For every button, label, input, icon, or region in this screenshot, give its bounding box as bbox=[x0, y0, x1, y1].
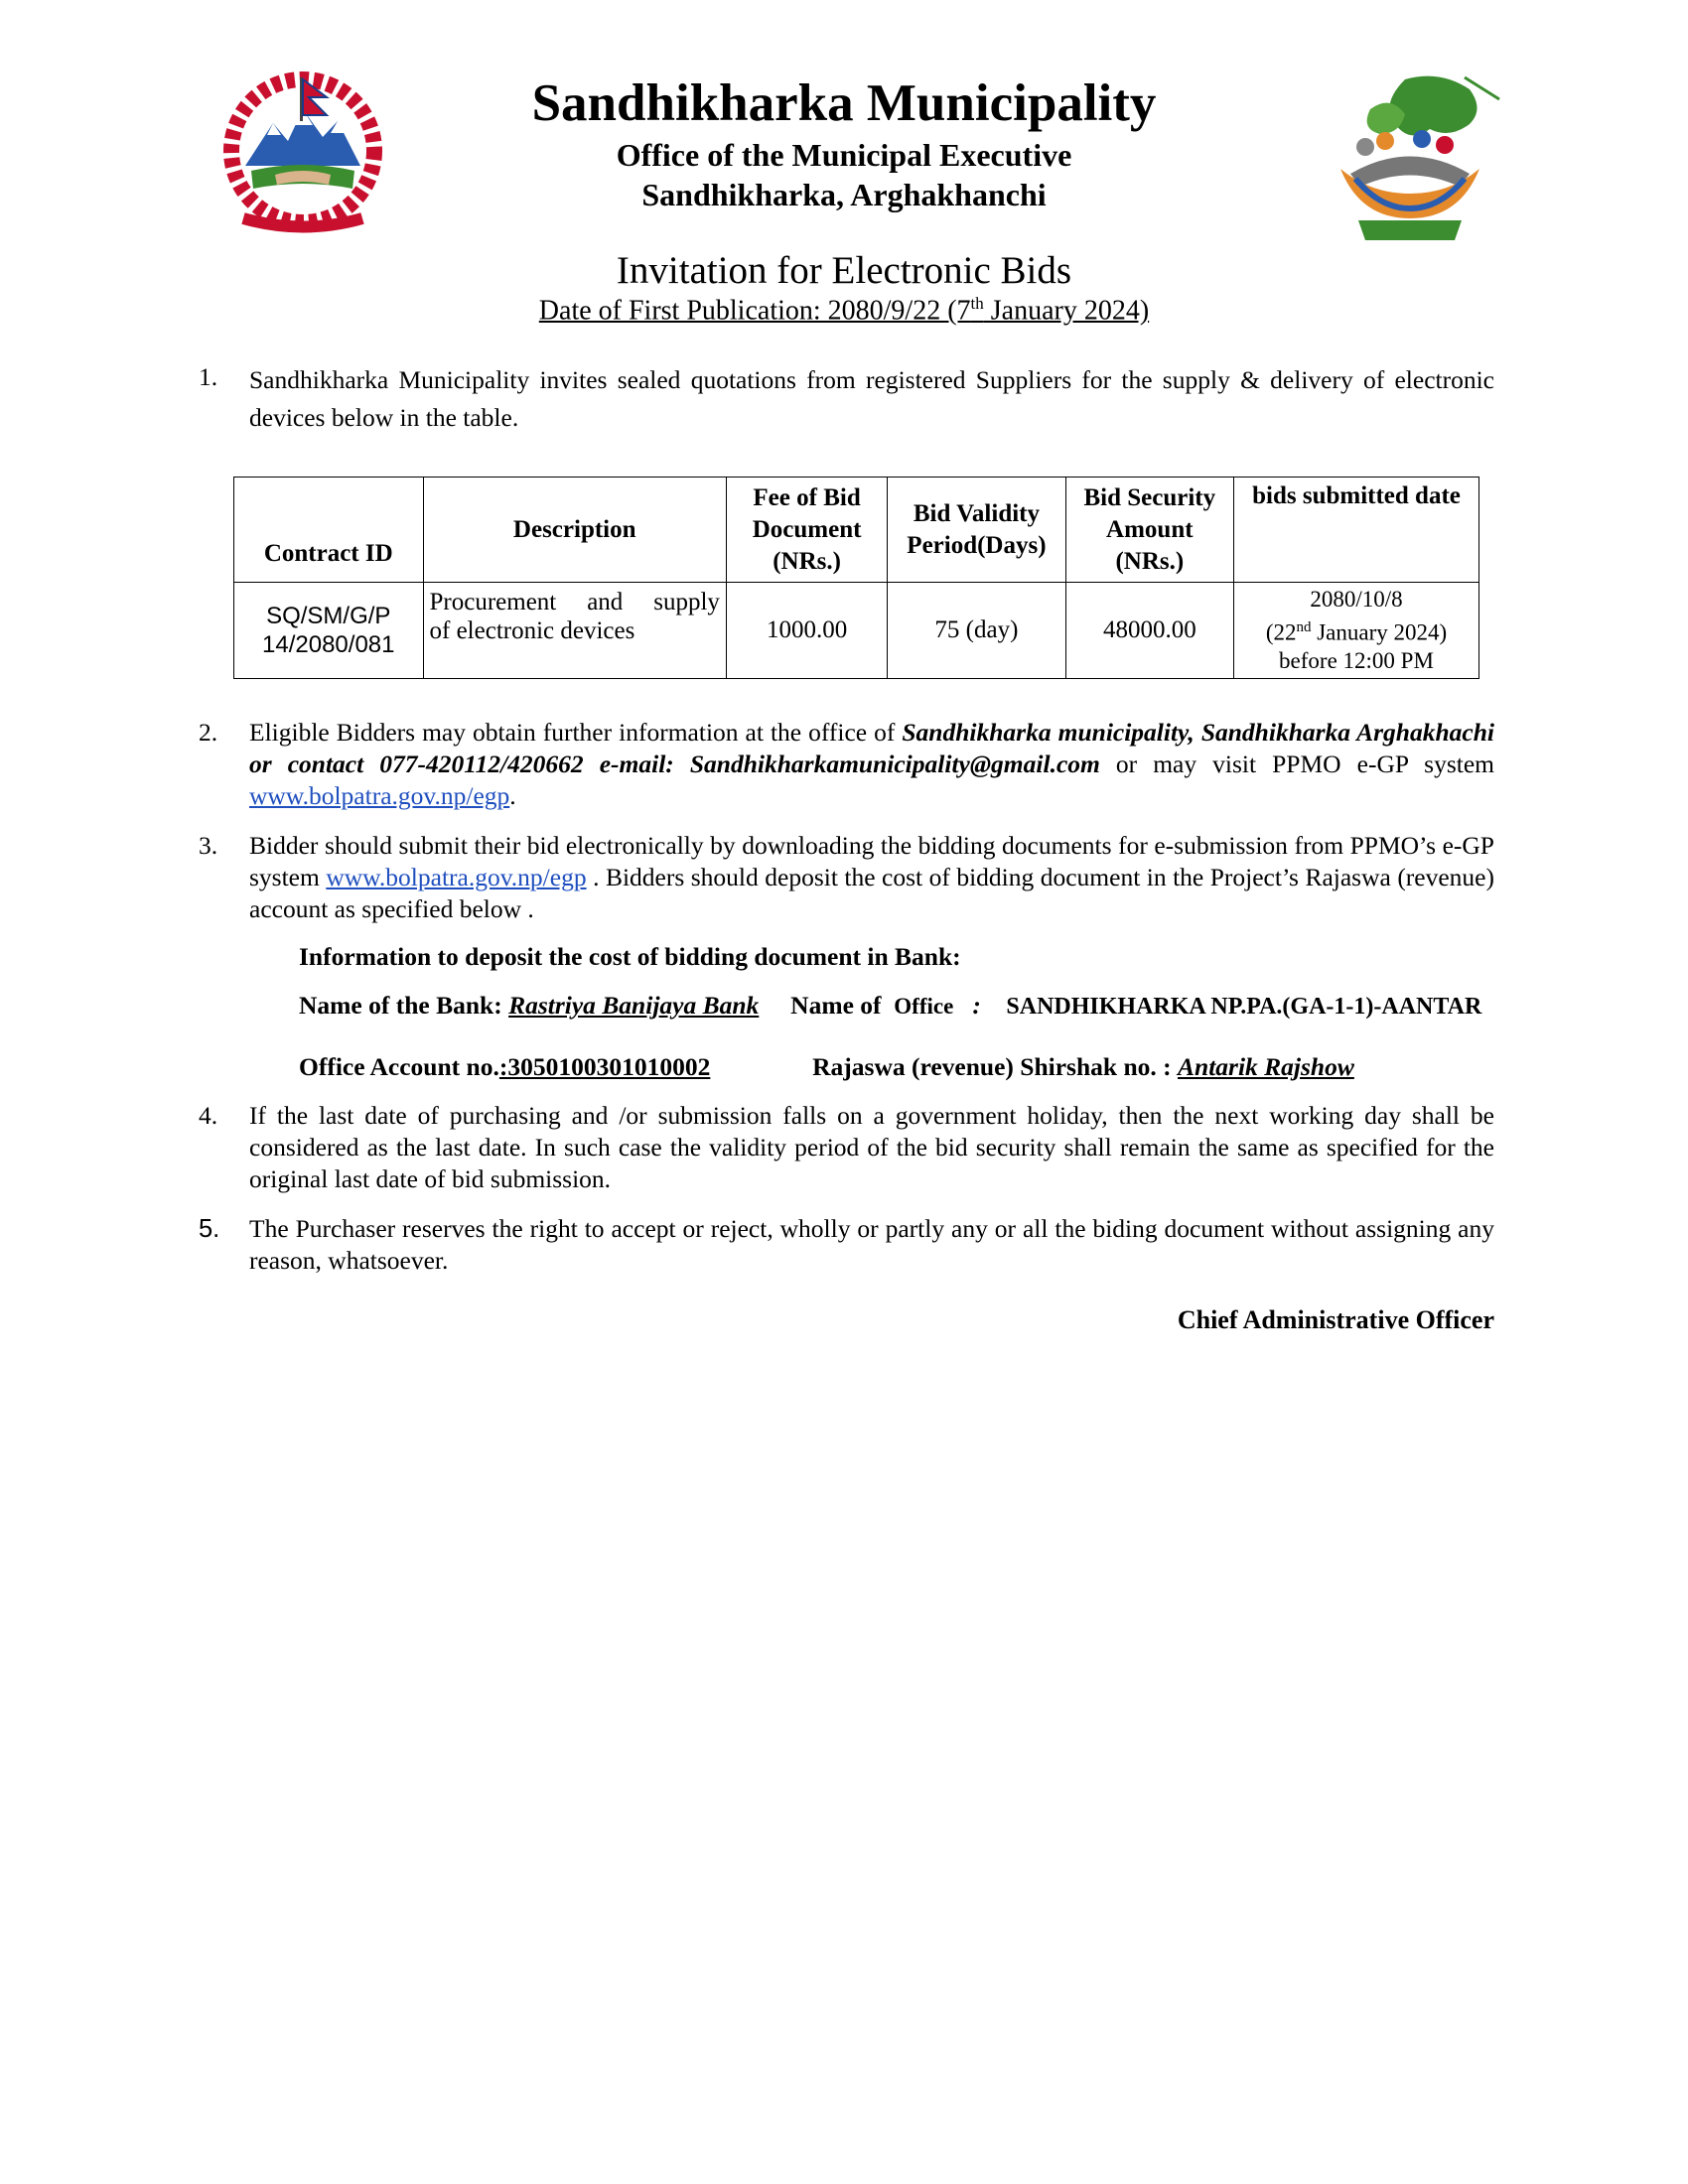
bank-name-line: Name of the Bank: Rastriya Banijaya Bank Name of Office : SANDHIKHARKA NP.PA.(GA-1-1)-AANTAR bbox=[299, 991, 1482, 1020]
clause-3 bbox=[199, 830, 1494, 925]
bank-name: Rastriya Banijaya Bank bbox=[508, 991, 760, 1020]
clause-text: Eligible Bidders may obtain further information at the office of Sandhikharka municipality, Sandhikharka Arghakhachi or contact 077-420112/420662 e-mail: Sandhikharkamunicipality@gmail.com or may visit PPMO e-GP system www.bolpatra.gov.np/egp. bbox=[249, 718, 1495, 810]
egp-link[interactable]: www.bolpatra.gov.np/egp bbox=[249, 781, 510, 810]
clause-1 bbox=[199, 361, 1494, 437]
signatory-title: Chief Administrative Officer bbox=[1177, 1305, 1494, 1334]
contract-id-cell: SQ/SM/G/P 14/2080/081 bbox=[234, 583, 424, 679]
column-header: Description bbox=[423, 478, 726, 583]
office-subtitle: Office of the Municipal Executive bbox=[616, 137, 1072, 173]
notice-title: Invitation for Electronic Bids bbox=[616, 249, 1072, 292]
publication-date: Date of First Publication: 2080/9/22 (7th January 2024) bbox=[538, 294, 1150, 327]
clause-text: Bidder should submit their bid electronically by downloading the bidding documents for e-submission from PPMO’s e-GP system www.bolpatra.gov.np/egp . Bidders should deposit the cost of bidding document in the Project’s Rajaswa (revenue) account as specified below . bbox=[249, 831, 1494, 923]
column-header: Bid Validity Period(Days) bbox=[888, 478, 1065, 583]
shirshak-number: Antarik Rajshow bbox=[1178, 1052, 1354, 1081]
clause-text: The Purchaser reserves the right to accept or reject, wholly or partly any or all the biding document without assigning any reason, whatsoever. bbox=[249, 1214, 1494, 1275]
column-header: Bid Security Amount (NRs.) bbox=[1065, 478, 1233, 583]
clause-5 bbox=[199, 1213, 1494, 1277]
contact-details: Sandhikharka municipality, Sandhikharka Arghakhachi or contact 077-420112/420662 e-mail: Sandhikharkamunicipality@gmail.com bbox=[249, 718, 1495, 778]
table-row bbox=[234, 583, 1479, 679]
table-header-row bbox=[234, 478, 1479, 583]
page-title: Sandhikharka Municipality bbox=[531, 74, 1157, 132]
clause-number: 3. bbox=[199, 831, 218, 860]
security-cell: 48000.00 bbox=[1065, 583, 1233, 679]
account-line: Office Account no.:3050100301010002 Rajaswa (revenue) Shirshak no. : Antarik Rajshow bbox=[299, 1052, 1354, 1081]
clause-4 bbox=[199, 1100, 1494, 1195]
clause-number: 4. bbox=[199, 1101, 218, 1130]
clause-number: 5. bbox=[199, 1215, 220, 1243]
validity-cell: 75 (day) bbox=[888, 583, 1065, 679]
egp-link[interactable]: www.bolpatra.gov.np/egp bbox=[326, 863, 587, 891]
location-subtitle: Sandhikharka, Arghakhanchi bbox=[641, 177, 1047, 212]
clause-2 bbox=[199, 717, 1494, 812]
column-header: Fee of Bid Document (NRs.) bbox=[726, 478, 887, 583]
office-name: SANDHIKHARKA NP.PA.(GA-1-1)-AANTAR bbox=[1006, 994, 1482, 1020]
bank-info-heading: Information to deposit the cost of bidding document in Bank: bbox=[299, 942, 961, 971]
clause-text: Sandhikharka Municipality invites sealed quotations from registered Suppliers for the supply & delivery of electronic devices below in the table. bbox=[249, 365, 1494, 432]
column-header: bids submitted date bbox=[1233, 478, 1478, 583]
account-number: :3050100301010002 bbox=[498, 1052, 711, 1081]
clause-text: If the last date of purchasing and /or submission falls on a government holiday, then the next working day shall be considered as the last date. In such case the validity period of the bid security shall remain the same as specified for the original last date of bid submission. bbox=[249, 1101, 1494, 1193]
column-header: Contract ID bbox=[234, 478, 424, 583]
submission-date-cell: 2080/10/8 (22nd January 2024) before 12:00 PM bbox=[1233, 583, 1478, 679]
fee-cell: 1000.00 bbox=[726, 583, 887, 679]
clause-number: 2. bbox=[199, 718, 218, 747]
bid-table bbox=[233, 477, 1479, 679]
clause-number: 1. bbox=[199, 362, 218, 391]
description-cell: Procurement and supply of electronic devices bbox=[423, 583, 726, 679]
